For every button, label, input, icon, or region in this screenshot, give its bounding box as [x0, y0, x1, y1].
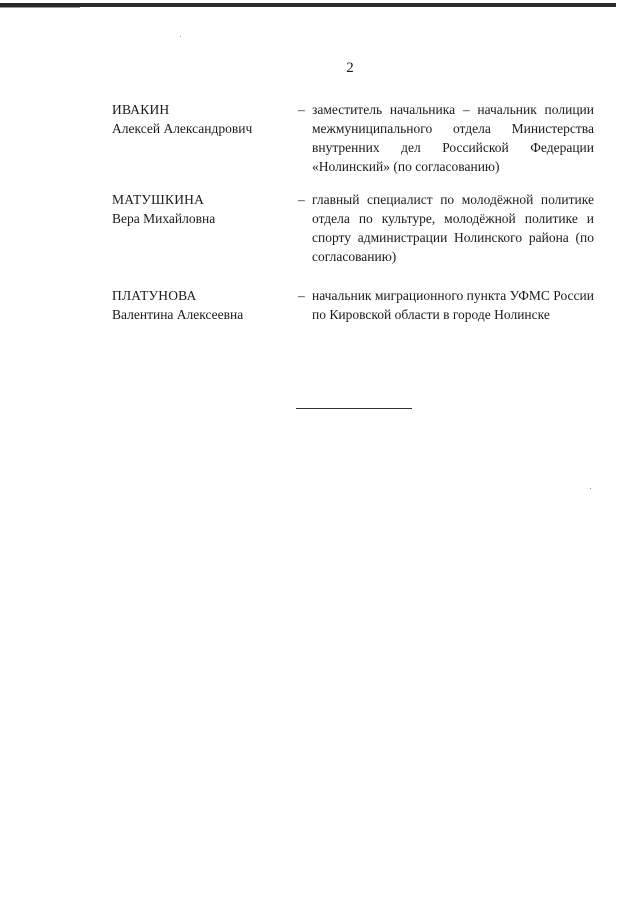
dash-separator: –: [298, 288, 305, 303]
scan-speck: [180, 36, 181, 37]
end-of-list-rule: [296, 408, 412, 409]
member-name: [112, 286, 287, 324]
member-given-names: Алексей Александрович: [112, 121, 253, 136]
member-surname: ИВАКИН: [112, 102, 170, 117]
member-surname: МАТУШКИНА: [112, 192, 205, 207]
page-number: 2: [346, 60, 354, 76]
member-name: [112, 100, 287, 138]
scan-speck: [590, 488, 591, 489]
scan-top-edge: [0, 3, 616, 7]
member-name: [112, 190, 287, 228]
member-position: главный специалист по молодёжной политике отдела по культуре, молодёжной политике и спорту администрации Нолинского района (по согласованию): [312, 192, 594, 264]
member-given-names: Валентина Алексеевна: [112, 307, 244, 322]
member-position: начальник миграционного пункта УФМС России по Кировской области в городе Нолинске: [312, 288, 594, 322]
member-given-names: Вера Михайловна: [112, 211, 216, 226]
scan-top-edge-shadow: [0, 7, 80, 8]
member-surname: ПЛАТУНОВА: [112, 288, 197, 303]
dash-separator: –: [298, 102, 305, 117]
dash-separator: –: [298, 192, 305, 207]
member-position: заместитель начальника – начальник полиции межмуниципального отдела Министерства внутренних дел Российской Федерации «Нолинский» (по согласованию): [312, 102, 594, 174]
